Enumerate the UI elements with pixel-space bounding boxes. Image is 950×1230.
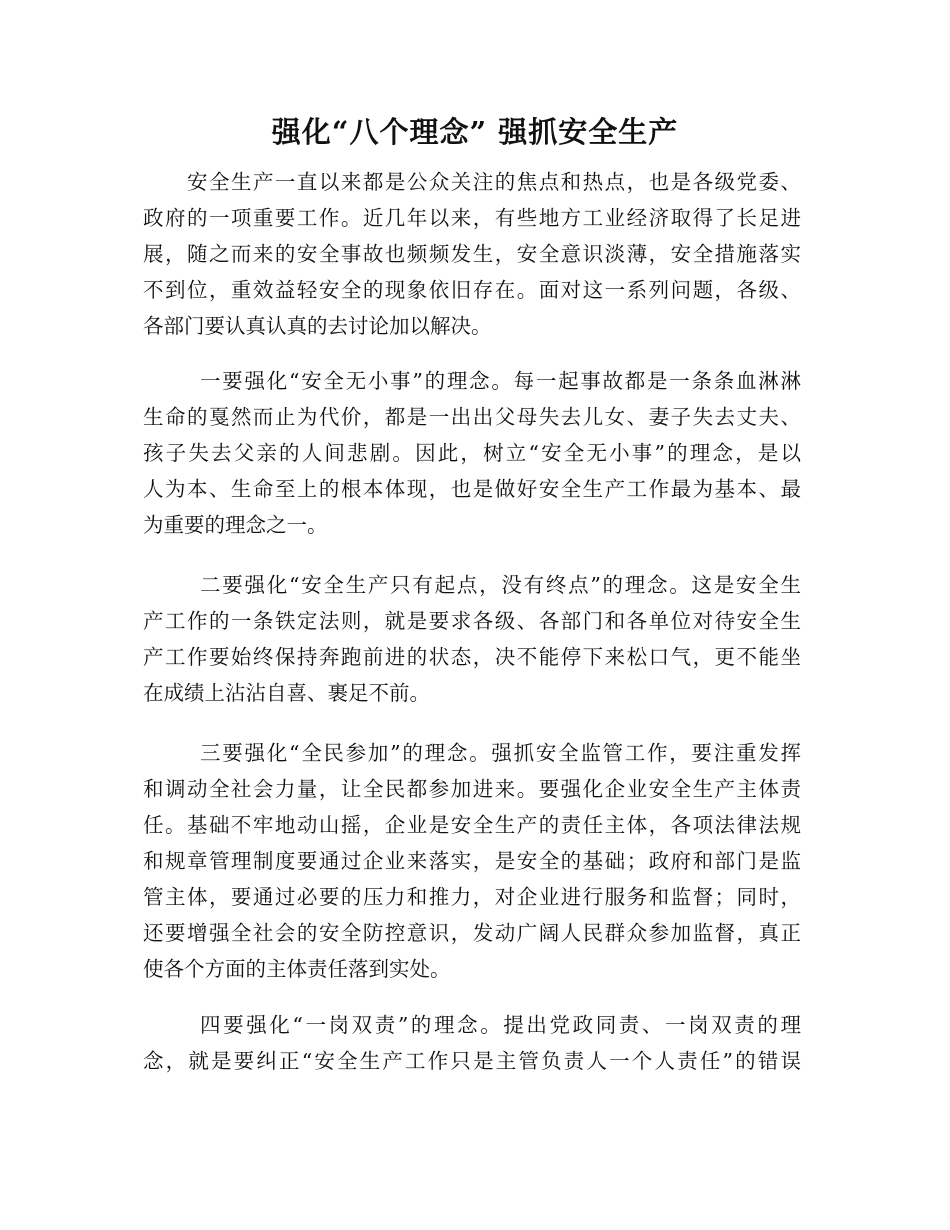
text-line: 和规章管理制度要通过企业来落实，是安全的基础；政府和部门是监 — [143, 849, 801, 873]
text-line: 为重要的理念之一。 — [143, 513, 328, 537]
text-line: 产工作要始终保持奔跑前进的状态，决不能停下来松口气，更不能坐 — [143, 645, 801, 669]
paragraph-intro — [143, 164, 801, 344]
text-line: 政府的一项重要工作。近几年以来，有些地方工业经济取得了长足进 — [143, 206, 801, 230]
text-line: 不到位，重效益轻安全的现象依旧存在。面对这一系列问题，各级、 — [143, 278, 801, 302]
text-line: 生命的戛然而止为代价，都是一出出父母失去儿女、妻子失去丈夫、 — [143, 405, 801, 429]
text-line: 展，随之而来的安全事故也频频发生，安全意识淡薄，安全措施落实 — [143, 242, 801, 266]
text-line: 和调动全社会力量，让全民都参加进来。要强化企业安全生产主体责 — [143, 777, 801, 801]
text-line: 念，就是要纠正“安全生产工作只是主管负责人一个人责任”的错误 — [143, 1049, 801, 1073]
paragraph-concept-1 — [143, 363, 801, 543]
text-line: 任。基础不牢地动山摇，企业是安全生产的责任主体，各项法律法规 — [143, 813, 801, 837]
text-line: 在成绩上沾沾自喜、裹足不前。 — [143, 681, 430, 705]
paragraph-concept-2 — [143, 567, 801, 711]
paragraph-concept-4 — [143, 1007, 801, 1079]
text-line: 人为本、生命至上的根本体现，也是做好安全生产工作最为基本、最 — [143, 477, 801, 501]
paragraph-concept-3 — [143, 735, 801, 987]
text-line: 四要强化“一岗双责”的理念。提出党政同责、一岗双责的理 — [200, 1013, 801, 1037]
text-line: 还要增强全社会的安全防控意识，发动广阔人民群众参加监督，真正 — [143, 921, 801, 945]
text-line: 使各个方面的主体责任落到实处。 — [143, 957, 451, 981]
text-line: 孩子失去父亲的人间悲剧。因此，树立“安全无小事”的理念，是以 — [143, 441, 801, 465]
text-line: 三要强化“全民参加”的理念。强抓安全监管工作，要注重发挥 — [200, 741, 801, 765]
text-line: 产工作的一条铁定法则，就是要求各级、各部门和各单位对待安全生 — [143, 609, 801, 633]
text-line: 一要强化“安全无小事”的理念。每一起事故都是一条条血淋淋 — [200, 369, 801, 393]
text-line: 各部门要认真认真的去讨论加以解决。 — [143, 314, 492, 338]
document-title: 强化“八个理念” 强抓安全生产 — [271, 115, 679, 149]
text-line: 二要强化“安全生产只有起点，没有终点”的理念。这是安全生 — [200, 573, 801, 597]
text-line: 管主体，要通过必要的压力和推力，对企业进行服务和监督；同时， — [143, 885, 801, 909]
text-line: 安全生产一直以来都是公众关注的焦点和热点，也是各级党委、 — [187, 170, 801, 194]
